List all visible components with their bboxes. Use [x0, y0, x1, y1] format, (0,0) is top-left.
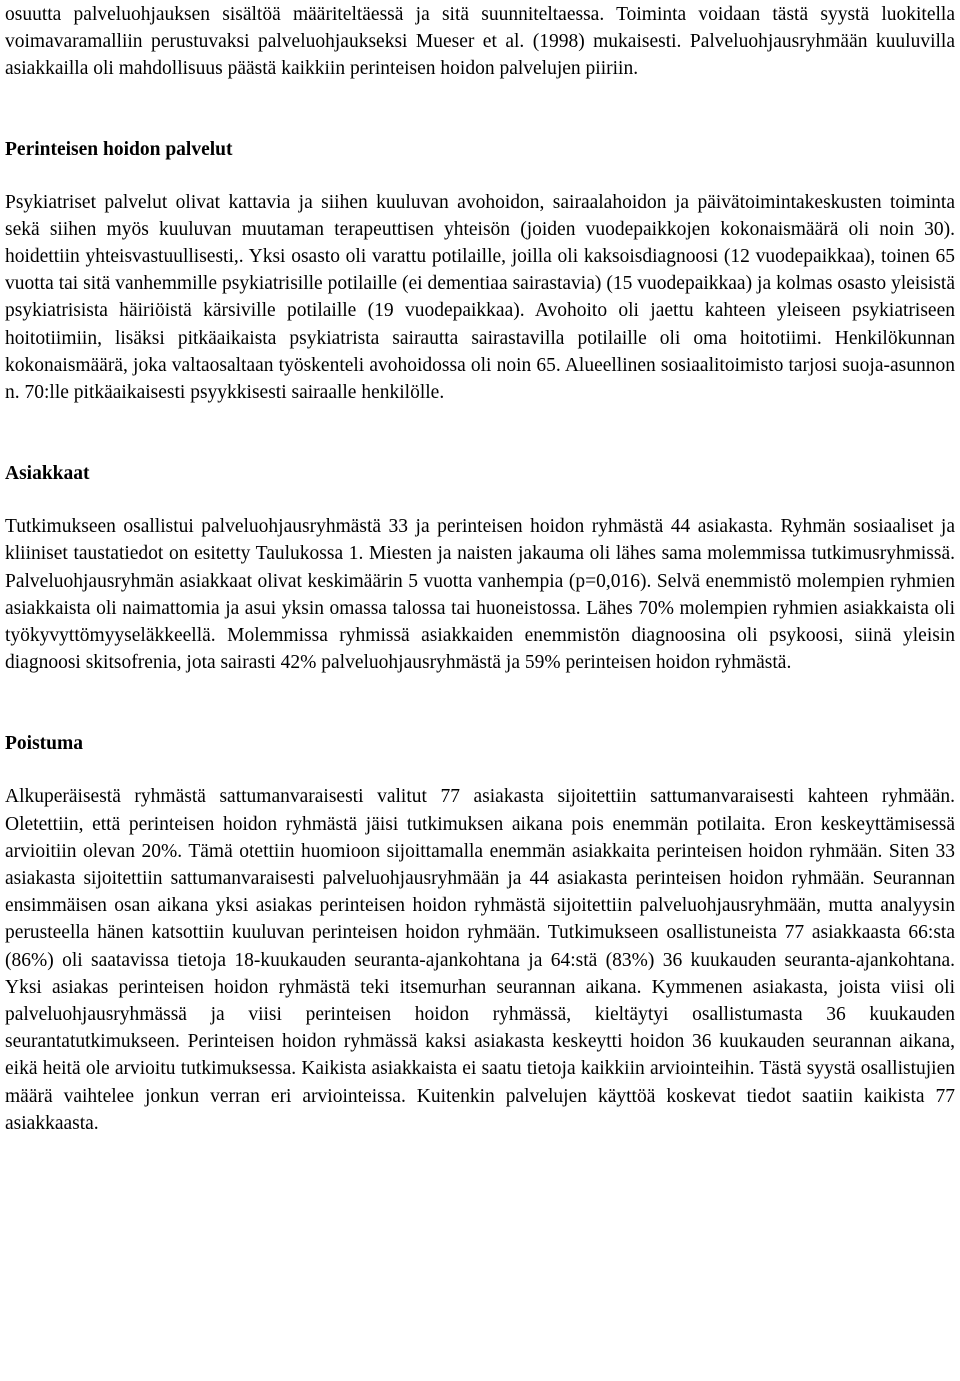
- asiakkaat-paragraph: Tutkimukseen osallistui palveluohjausryhmästä 33 ja perinteisen hoidon ryhmästä 44 asiakasta. Ryhmän sosiaaliset ja kliiniset taustatiedot on esitetty Taulukossa 1. Miesten ja naisten jakauma oli lähes sama molemmissa tutkimusryhmissä. Palveluohjausryhmän asiakkaat olivat keskimäärin 5 vuotta vanhempia (p=0,016). Selvä enemmistö molempien ryhmien asiakkaista oli naimattomia ja asui yksin omassa talossa tai huoneistossa. Lähes 70% molempien ryhmien asiakkaista oli työkyvyttömyyseläkkeellä. Molemmissa ryhmissä asiakkaiden enemmistön diagnoosina oli psykoosi, siinä yleisin diagnoosi skitsofrenia, jota sairasti 42% palveluohjausryhmästä ja 59% perinteisen hoidon ryhmästä.: [5, 516, 955, 674]
- poistuma-paragraph: Alkuperäisestä ryhmästä sattumanvaraisesti valitut 77 asiakasta sijoitettiin sattumanvaraisesti kahteen ryhmään. Oletettiin, että perinteisen hoidon ryhmästä jäisi tutkimuksen aikana pois enemmän potilaita. Eron keskeyttämisessä arvioitiin olevan 20%. Tämä otettiin huomioon sijoittamalla enemmän asiakkaita perinteisen hoidon ryhmään. Siten 33 asiakasta sijoitettiin sattumanvaraisesti palveluohjausryhmään ja 44 asiakasta perinteisen hoidon ryhmään. Seurannan ensimmäisen osan aikana yksi asiakas perinteisen hoidon ryhmästä sijoitettiin palveluohjausryhmään, mutta analyysin perusteella hänen katsottiin kuuluvan perinteisen hoidon ryhmään. Tutkimukseen osallistuneista 77 asiakkaasta 66:sta (86%) oli saatavissa tietoja 18-kuukauden seuranta-ajankohtana ja 64:stä (83%) 36 kuukauden seuranta-ajankohtana. Yksi asiakas perinteisen hoidon ryhmästä teki itsemurhan seurannan aikana. Kymmenen asiakasta, joista viisi oli palveluohjausryhmässä ja viisi perinteisen hoidon ryhmässä, kieltäytyi osallistumasta 36 kuukauden seurantatutkimukseen. Perinteisen hoidon ryhmässä kaksi asiakasta keskeytti hoidon 36 kuukauden seurannan aikana, eikä heitä ole arvioitu tutkimuksessa. Kaikista asiakkaista ei saatu tietoja kaikkiin arviointeihin. Tästä syystä osallistujien määrä vaihtelee jonkun verran eri arviointeissa. Kuitenkin palvelujen käyttöä koskevat tiedot saatiin kaikista 77 asiakkaasta.: [5, 786, 955, 1134]
- intro-paragraph: osuutta palveluohjauksen sisältöä määriteltäessä ja sitä suunniteltaessa. Toiminta voidaan tästä syystä luokitella voimavaramalliin perustuvaksi palveluohjaukseksi Mueser et al. (1998) mukaisesti. Palveluohjausryhmään kuuluvilla asiakkailla oli mahdollisuus päästä kaikkiin perinteisen hoidon palvelujen piiriin.: [5, 4, 955, 80]
- section-heading-perinteisen-hoidon-palvelut: Perinteisen hoidon palvelut: [5, 138, 233, 160]
- section-heading-asiakkaat: Asiakkaat: [5, 463, 90, 485]
- section-heading-poistuma: Poistuma: [5, 733, 83, 755]
- palvelut-paragraph: Psykiatriset palvelut olivat kattavia ja siihen kuuluvan avohoidon, sairaalahoidon ja päivätoimintakeskusten toiminta sekä siihen myös kuuluvan muutaman terapeuttisen yhteisön (joiden vuodepaikkojen kokonaismäärä oli noin 30). hoidettiin yhteisvastuullisesti,. Yksi osasto oli varattu potilaille, joilla oli kaksoisdiagnoosi (12 vuodepaikkaa), toinen 65 vuotta tai sitä vanhemmille psykiatrisille potilaille (ei dementiaa sairastavia) (15 vuodepaikkaa) ja kolmas osasto yleisistä psykiatrisista häiriöistä kärsiville potilaille (19 vuodepaikkaa). Avohoito oli jaettu kahteen yleiseen psykiatriseen hoitotiimiin, lisäksi pitkäaikaista psykiatrista sairautta sairastavilla potilaille oli oma hoitotiimi. Henkilökunnan kokonaismäärä, joka valtaosaltaan työskenteli avohoidossa oli noin 65. Alueellinen sosiaalitoimisto tarjosi suoja-asunnon n. 70:lle pitkäaikaisesti psyykkisesti sairaalle henkilölle.: [5, 191, 955, 404]
